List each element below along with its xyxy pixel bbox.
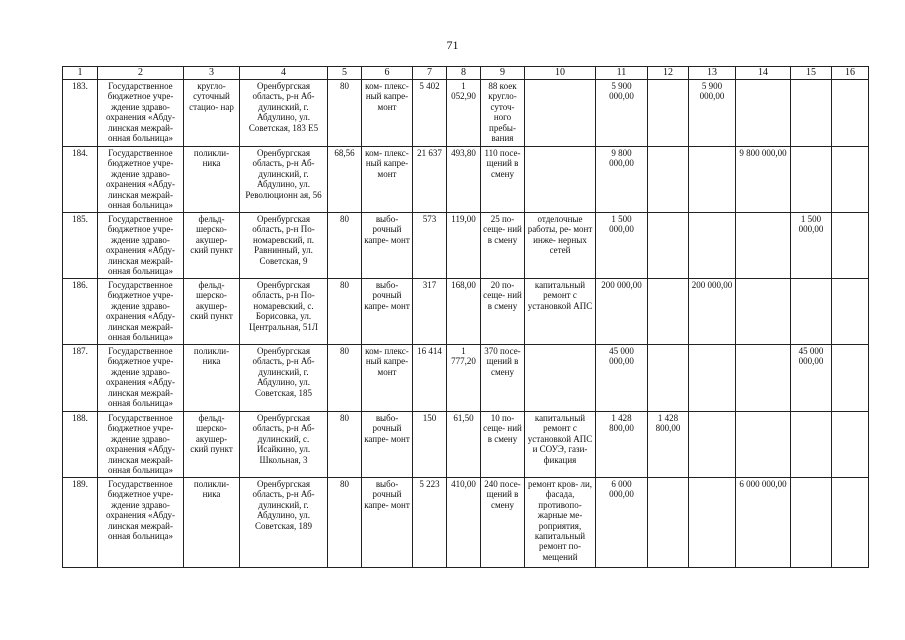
table-cell: поликли- ника <box>184 478 240 568</box>
table-cell: выбо- рочный капре- монт <box>362 213 413 279</box>
table-cell <box>648 478 689 568</box>
table-cell: фельд- шерско- акушер- ский пункт <box>184 213 240 279</box>
table-cell: 188. <box>63 412 98 478</box>
table-cell <box>736 80 791 147</box>
table-cell: капитальный ремонт с установкой АПС и СОУЭ, гази- фикация <box>525 412 596 478</box>
table-cell <box>832 478 869 568</box>
table-cell: поликли- ника <box>184 345 240 412</box>
header-cell: 3 <box>184 67 240 80</box>
data-table <box>62 66 869 568</box>
header-cell: 16 <box>832 67 869 80</box>
table-cell <box>791 279 832 345</box>
header-cell: 10 <box>525 67 596 80</box>
table-cell <box>648 213 689 279</box>
table-cell <box>791 412 832 478</box>
table-cell: 150 <box>413 412 447 478</box>
table-cell: Оренбургская область, р-н Аб- дулинский, г. Абдулино, ул. Советская, 183 Е5 <box>240 80 328 147</box>
table-cell <box>791 147 832 213</box>
table-cell <box>648 147 689 213</box>
table-cell: Государственное бюджетное учре- ждение здраво- охранения «Абду- линская межрай- онная больница» <box>98 279 184 345</box>
table-cell: 1 777,20 <box>447 345 481 412</box>
table-cell: 240 посе- щений в смену <box>481 478 525 568</box>
table-body <box>63 80 869 568</box>
table-cell <box>648 345 689 412</box>
header-cell: 9 <box>481 67 525 80</box>
table-cell: 186. <box>63 279 98 345</box>
table-cell: 1 052,90 <box>447 80 481 147</box>
table-cell: 25 по- сеще- ний в смену <box>481 213 525 279</box>
table-cell: отделочные работы, ре- монт инже- нерных сетей <box>525 213 596 279</box>
table-cell: 5 900 000,00 <box>596 80 648 147</box>
table-cell: 317 <box>413 279 447 345</box>
table-cell: 200 000,00 <box>689 279 736 345</box>
table-cell: 10 по- сеще- ний в смену <box>481 412 525 478</box>
table-cell: 5 223 <box>413 478 447 568</box>
table-cell <box>832 345 869 412</box>
table-cell: 80 <box>328 279 362 345</box>
table-cell: 189. <box>63 478 98 568</box>
table-cell <box>689 478 736 568</box>
header-cell: 1 <box>63 67 98 80</box>
header-cell: 14 <box>736 67 791 80</box>
table-cell: Оренбургская область, р-н Аб- дулинский, г. Абдулино, ул. Советская, 185 <box>240 345 328 412</box>
table-cell <box>648 80 689 147</box>
table-cell <box>736 213 791 279</box>
table-cell: Государственное бюджетное учре- ждение здраво- охранения «Абду- линская межрай- онная больница» <box>98 80 184 147</box>
table-row <box>63 279 869 345</box>
table-cell: капитальный ремонт с установкой АПС <box>525 279 596 345</box>
table-cell: 1 428 800,00 <box>596 412 648 478</box>
table-cell: выбо- рочный капре- монт <box>362 412 413 478</box>
table-cell: ремонт кров- ли, фасада, противопо- жарные ме- роприятия, капитальный ремонт по- мещений <box>525 478 596 568</box>
table-cell: 6 000 000,00 <box>596 478 648 568</box>
table-cell <box>736 412 791 478</box>
header-cell: 13 <box>689 67 736 80</box>
table-cell <box>832 213 869 279</box>
table-row <box>63 80 869 147</box>
table-cell: 410,00 <box>447 478 481 568</box>
table-cell: ком- плекс- ный капре- монт <box>362 345 413 412</box>
header-cell: 12 <box>648 67 689 80</box>
table-row <box>63 147 869 213</box>
table-cell: 80 <box>328 213 362 279</box>
table-row <box>63 213 869 279</box>
table-cell <box>832 279 869 345</box>
table-cell: 80 <box>328 478 362 568</box>
header-cell: 8 <box>447 67 481 80</box>
table-cell <box>832 412 869 478</box>
table-cell: Оренбургская область, р-н Аб- дулинский, г. Абдулино, ул. Советская, 189 <box>240 478 328 568</box>
header-cell: 15 <box>791 67 832 80</box>
table-cell: кругло- суточный стацио- нар <box>184 80 240 147</box>
table-cell: ком- плекс- ный капре- монт <box>362 147 413 213</box>
table-cell: 68,56 <box>328 147 362 213</box>
table-cell <box>525 345 596 412</box>
table-cell: выбо- рочный капре- монт <box>362 478 413 568</box>
table-cell: 493,80 <box>447 147 481 213</box>
table-cell: 1 500 000,00 <box>791 213 832 279</box>
table-cell: поликли- ника <box>184 147 240 213</box>
table-cell: 184. <box>63 147 98 213</box>
table-cell <box>525 147 596 213</box>
table-cell <box>525 80 596 147</box>
table-cell: 168,00 <box>447 279 481 345</box>
table-cell: Оренбургская область, р-н Аб- дулинский, с. Исайкино, ул. Школьная, 3 <box>240 412 328 478</box>
table-cell: 183. <box>63 80 98 147</box>
table-cell: 80 <box>328 412 362 478</box>
page-number: 71 <box>446 38 459 52</box>
table-cell <box>648 279 689 345</box>
table-cell: Государственное бюджетное учре- ждение здраво- охранения «Абду- линская межрай- онная больница» <box>98 345 184 412</box>
table-cell: 16 414 <box>413 345 447 412</box>
header-cell: 4 <box>240 67 328 80</box>
table-cell <box>736 345 791 412</box>
header-cell: 2 <box>98 67 184 80</box>
table-cell: 80 <box>328 80 362 147</box>
table-cell: Оренбургская область, р-н Аб- дулинский, г. Абдулино, ул. Революционн ая, 56 <box>240 147 328 213</box>
header-cell: 11 <box>596 67 648 80</box>
table-cell: 61,50 <box>447 412 481 478</box>
table-cell: 6 000 000,00 <box>736 478 791 568</box>
header-cell: 6 <box>362 67 413 80</box>
table-cell: 45 000 000,00 <box>791 345 832 412</box>
table-cell: 1 500 000,00 <box>596 213 648 279</box>
table-cell <box>736 279 791 345</box>
table-cell: 200 000,00 <box>596 279 648 345</box>
table-cell <box>791 478 832 568</box>
table-cell: 119,00 <box>447 213 481 279</box>
table-cell <box>689 345 736 412</box>
header-row <box>63 67 869 80</box>
table-cell: выбо- рочный капре- монт <box>362 279 413 345</box>
table-cell: 45 000 000,00 <box>596 345 648 412</box>
table-row <box>63 412 869 478</box>
table-cell: 5 900 000,00 <box>689 80 736 147</box>
table-cell: Государственное бюджетное учре- ждение здраво- охранения «Абду- линская межрай- онная больница» <box>98 478 184 568</box>
table-cell: 1 428 800,00 <box>648 412 689 478</box>
table-cell <box>791 80 832 147</box>
table-cell: 9 800 000,00 <box>736 147 791 213</box>
table-cell: 573 <box>413 213 447 279</box>
table-cell: Государственное бюджетное учре- ждение здраво- охранения «Абду- линская межрай- онная больница» <box>98 147 184 213</box>
table-cell: 80 <box>328 345 362 412</box>
table-cell: Государственное бюджетное учре- ждение здраво- охранения «Абду- линская межрай- онная больница» <box>98 213 184 279</box>
table-cell: Государственное бюджетное учре- ждение здраво- охранения «Абду- линская межрай- онная больница» <box>98 412 184 478</box>
table-cell: 187. <box>63 345 98 412</box>
header-cell: 5 <box>328 67 362 80</box>
table-cell: 21 637 <box>413 147 447 213</box>
table-cell: 5 402 <box>413 80 447 147</box>
table-cell <box>832 147 869 213</box>
table-cell: Оренбургская область, р-н По- номаревский, с. Борисовка, ул. Центральная, 51Л <box>240 279 328 345</box>
table-cell <box>689 147 736 213</box>
table-row <box>63 345 869 412</box>
header-cell: 7 <box>413 67 447 80</box>
table-row <box>63 478 869 568</box>
table-cell: ком- плекс- ный капре- монт <box>362 80 413 147</box>
table-cell: 185. <box>63 213 98 279</box>
table-cell: Оренбургская область, р-н По- номаревский, п. Равнинный, ул. Советская, 9 <box>240 213 328 279</box>
table-cell: фельд- шерско- акушер- ский пункт <box>184 279 240 345</box>
table-cell <box>689 213 736 279</box>
table-cell: 9 800 000,00 <box>596 147 648 213</box>
table-cell: фельд- шерско- акушер- ский пункт <box>184 412 240 478</box>
table-cell: 20 по- сеще- ний в смену <box>481 279 525 345</box>
table-cell <box>832 80 869 147</box>
table-cell <box>689 412 736 478</box>
table-cell: 88 коек кругло- суточ- ного пребы- вания <box>481 80 525 147</box>
table-cell: 370 посе- щений в смену <box>481 345 525 412</box>
table-cell: 110 посе- щений в смену <box>481 147 525 213</box>
